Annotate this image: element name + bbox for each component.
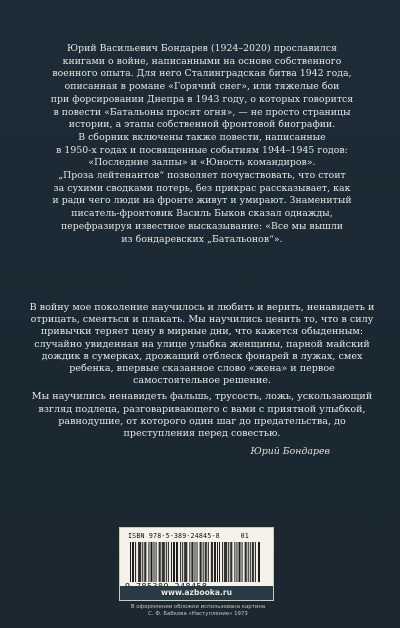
barcode-icon xyxy=(130,542,260,582)
blurb-line: в повести «Батальоны просят огня», — не просто страницы xyxy=(53,106,351,118)
blurb-line: В сборник включены также повести, написанные xyxy=(78,131,326,143)
blurb-line: и ради чего люди на фронте живут и умирают. Знаменитый xyxy=(52,195,352,207)
credit-line-1: В оформлении обложки использована картина xyxy=(130,604,266,610)
blurb-line: из бондаревских „Батальонов“». xyxy=(121,233,283,245)
blurb-line: военного опыта. Для него Сталинградская битва 1942 года, xyxy=(52,68,352,80)
blurb-line: при форсировании Днепра в 1943 году, о которых говорится xyxy=(50,93,354,105)
blurb-line: за сухими сводками потерь, без прикрас рассказывает, как xyxy=(53,182,351,194)
credit-line-2: С. Ф. Бабкова «Наступление» 1973 xyxy=(148,611,248,617)
isbn-label: ISBN 978-5-389-24845-8 01 xyxy=(128,532,249,540)
blurb-line: книгами о войне, написанными на основе собственного xyxy=(62,55,342,67)
cover-credit xyxy=(108,604,288,618)
quote-paragraph-2: Мы научились ненавидеть фальшь, трусость, ложь, ускользающий взгляд подлеца, разговаривающего с вами с приятной улыбкой, равнодушие, от которого один шаг до предательства, до преступления перед совестью. xyxy=(31,391,373,440)
blurb-line: «Последние залпы» и «Юность командиров». xyxy=(88,157,316,169)
blurb-line: истории, а этапы собственной фронтовой биографии. xyxy=(68,119,336,131)
blurb-line: „Проза лейтенантов“ позволяет почувствовать, что стоит xyxy=(58,170,346,182)
blurb-line: описанная в романе «Горячий снег», или тяжелые бои xyxy=(64,81,340,93)
author-quote xyxy=(26,302,378,444)
blurb-text xyxy=(30,43,374,246)
blurb-line: в 1950-х годах и посвященные событиям 1944–1945 годов: xyxy=(56,144,348,156)
publisher-url: www.azbooka.ru xyxy=(120,586,273,600)
blurb-line: Юрий Васильевич Бондарев (1924–2020) прославился xyxy=(66,43,338,54)
blurb-line: писатель-фронтовик Василь Быков сказал однажды, xyxy=(71,208,333,220)
quote-paragraph-1: В войну мое поколение научилось и любить и верить, ненавидеть и отрицать, смеяться и плакать. Мы научились ценить то, что в силу привычки теряет цену в мирные дни, что кажется обыденным: случайно увиденная на улице улыбка женщины, парной майский дождик в сумерках, дрожащий отблеск фонарей в лужах, смех ребенка, впервые сказанное слово «жена» и первое самостоятельное решение. xyxy=(29,302,375,387)
blurb-line: перефразируя известное высказывание: «Все мы вышли xyxy=(60,220,344,232)
isbn-barcode-block xyxy=(119,527,274,601)
quote-author: Юрий Бондарев xyxy=(250,446,330,457)
